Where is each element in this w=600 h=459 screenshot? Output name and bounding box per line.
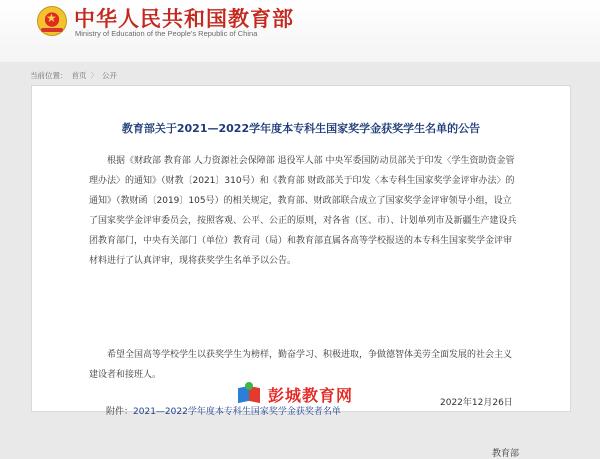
article-paragraph-2: 希望全国高等学校学生以获奖学生为榜样，勤奋学习、积极进取，争做德智体美劳全面发展的社会主义建设者和接班人。 [89,350,513,380]
breadcrumb-current[interactable]: 公开 [102,70,117,80]
article-title: 教育部关于2021—2022学年度本专科生国家奖学金获奖学生名单的公告 [121,122,481,135]
watermark-logo [236,380,376,408]
site-subtitle: Ministry of Education of the People's Republic of China [75,29,258,38]
breadcrumb-home-link[interactable]: 首页 [71,70,87,80]
site-title[interactable]: 中华人民共和国教育部 [74,6,294,31]
attachment-link[interactable]: 2021—2022学年度本专科生国家奖学金获奖者名单 [133,407,341,417]
breadcrumb-separator: 〉 [90,70,98,80]
watermark-text: 彭城教育网 [268,385,354,405]
breadcrumb [30,69,117,81]
book-logo-icon [236,382,264,406]
article-paragraph-1: 根据《财政部 教育部 人力资源社会保障部 退役军人部 中央军委国防动员部关于印发〈学生资助资金管理办法〉的通知》（财教〔2021〕310号）和《教育部 财政部关于印发〈本专科生国家奖学金评审办法〉的通知》（教财函〔2019〕105号）的相关规定，教育部、财政部联合成立了国家奖学金评审领导小组，设立了国家奖学金评审委员会，按照客观、公平、公正的原则，对各省（区、市）、计划单列市及新疆生产建设兵团教育部门，中央有关部门（单位）教育司（局）和教育部直属各高等学校报送的本专科生国家奖学金评审材料进行了认真评审，现将获奖学生名单予以公告。 [89,156,517,266]
site-header [0,0,600,62]
breadcrumb-prefix: 当前位置： [30,70,68,80]
article-panel [31,85,571,459]
article-date: 2022年12月26日 [440,398,513,408]
national-emblem-icon: ★ [37,6,67,36]
article-signature: 教育部 [492,449,520,459]
attachment-label: 附件： [106,407,134,417]
